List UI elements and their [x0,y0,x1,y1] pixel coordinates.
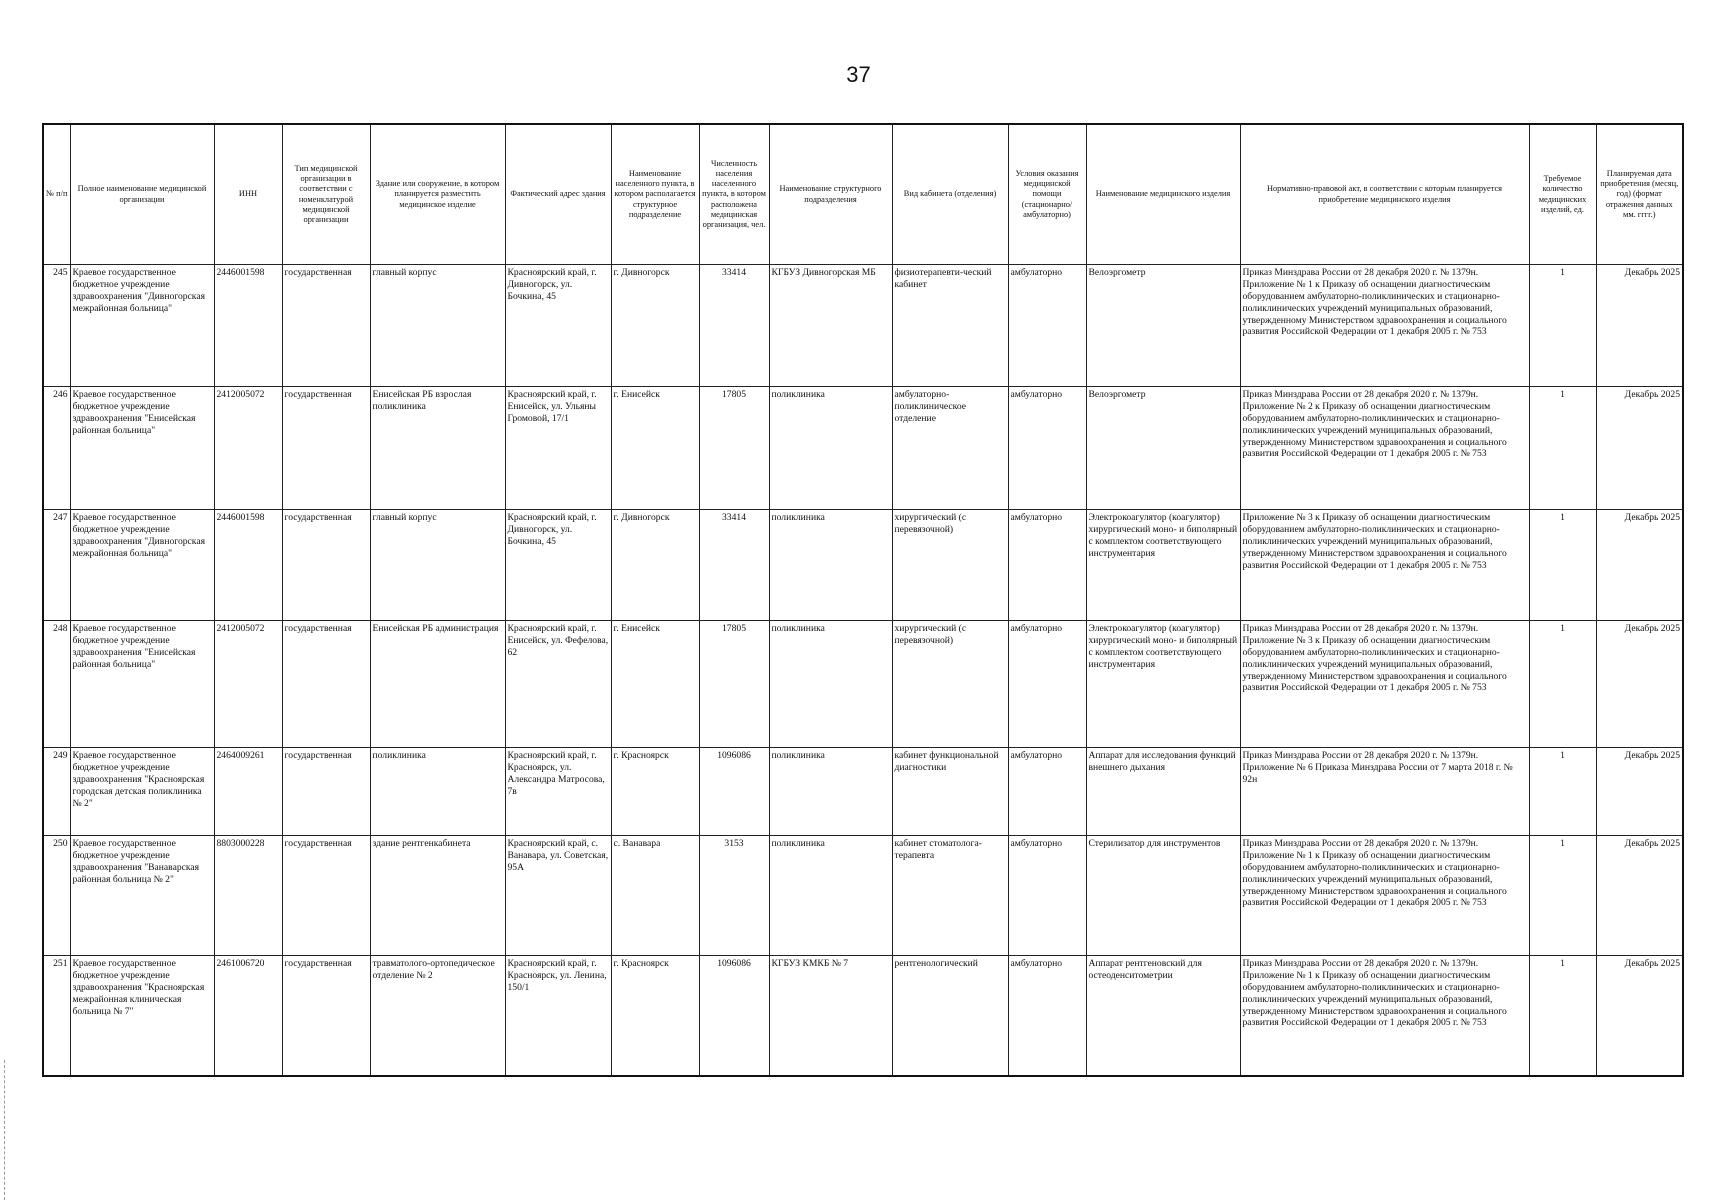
cell-device: Электрокоагулятор (коагулятор) хирургический моно- и биполярный с комплектом соответствующего инструментария [1086,510,1240,621]
table-row [43,748,1683,836]
cell-count: 1 [1529,510,1596,621]
cell-address: Красноярский край, г. Енисейск, ул. Ульяны Громовой, 17/1 [505,387,611,510]
cell-type: государственная [282,956,370,1077]
cell-conditions: амбулаторно [1008,621,1086,748]
cell-num: 245 [43,265,70,387]
cell-locality: г. Красноярск [611,748,699,836]
cell-population: 17805 [699,387,769,510]
cell-locality: с. Ванавара [611,836,699,956]
cell-conditions: амбулаторно [1008,387,1086,510]
cell-num: 248 [43,621,70,748]
cell-type: государственная [282,836,370,956]
header-org: Полное наименование медицинской организации [70,124,214,265]
cell-population: 33414 [699,510,769,621]
cell-date: Декабрь 2025 [1596,836,1683,956]
cell-unit: поликлиника [769,621,892,748]
header-device: Наименование медицинского изделия [1086,124,1240,265]
cell-locality: г. Дивногорск [611,265,699,387]
cell-device: Велоэргометр [1086,387,1240,510]
cell-num: 250 [43,836,70,956]
cell-address: Красноярский край, г. Дивногорск, ул. Бочкина, 45 [505,510,611,621]
cell-type: государственная [282,265,370,387]
header-conditions: Условия оказания медицинской помощи (стационарно/ амбулаторно) [1008,124,1086,265]
cell-act: Приказ Минздрава России от 28 декабря 2020 г. № 1379н. Приложение № 1 к Приказу об оснащении диагностическим оборудованием амбулаторно-поликлинических и стационарно-поликлинических учреждений муниципальных образований, утвержденному Министерством здравоохранения и социального развития Российской Федерации от 1 декабря 2005 г. № 753 [1240,265,1529,387]
cell-count: 1 [1529,748,1596,836]
cell-inn: 2412005072 [214,621,282,748]
cell-unit: поликлиника [769,748,892,836]
cell-cabinet: кабинет стоматолога-терапевта [892,836,1008,956]
cell-cabinet: хирургический (с перевязочной) [892,621,1008,748]
header-date: Планируемая дата приобретения (месяц, год) (формат отражения данных мм. гггг.) [1596,124,1683,265]
cell-address: Красноярский край, г. Красноярск, ул. Александра Матросова, 7в [505,748,611,836]
scan-edge-mark [4,1060,6,1200]
cell-conditions: амбулаторно [1008,510,1086,621]
cell-locality: г. Енисейск [611,621,699,748]
cell-building: травматолого-ортопедическое отделение № 2 [370,956,505,1077]
table-row [43,265,1683,387]
cell-device: Аппарат для исследования функций внешнего дыхания [1086,748,1240,836]
cell-type: государственная [282,387,370,510]
cell-device: Аппарат рентгеновский для остеоденситометрии [1086,956,1240,1077]
cell-inn: 2461006720 [214,956,282,1077]
cell-type: государственная [282,621,370,748]
page-number: 37 [846,62,871,87]
cell-address: Красноярский край, г. Дивногорск, ул. Бочкина, 45 [505,265,611,387]
table-row [43,956,1683,1077]
cell-inn: 2446001598 [214,265,282,387]
cell-device: Велоэргометр [1086,265,1240,387]
cell-count: 1 [1529,836,1596,956]
cell-cabinet: физиотерапевти-ческий кабинет [892,265,1008,387]
cell-inn: 2412005072 [214,387,282,510]
cell-cabinet: рентгенологический [892,956,1008,1077]
header-num: № п/п [43,124,70,265]
cell-org: Краевое государственное бюджетное учреждение здравоохранения "Дивногорская межрайонная больница" [70,510,214,621]
cell-cabinet: амбулаторно-поликлиническое отделение [892,387,1008,510]
cell-building: здание рентгенкабинета [370,836,505,956]
cell-act: Приложение № 3 к Приказу об оснащении диагностическим оборудованием амбулаторно-поликлинических и стационарно-поликлинических учреждений муниципальных образований, утвержденному Министерством здравоохранения и социального развития Российской Федерации от 1 декабря 2005 г. № 753 [1240,510,1529,621]
cell-unit: КГБУЗ Дивногорская МБ [769,265,892,387]
cell-num: 251 [43,956,70,1077]
cell-org: Краевое государственное бюджетное учреждение здравоохранения "Енисейская районная больница" [70,387,214,510]
cell-population: 33414 [699,265,769,387]
cell-act: Приказ Минздрава России от 28 декабря 2020 г. № 1379н. Приложение № 1 к Приказу об оснащении диагностическим оборудованием амбулаторно-поликлинических и стационарно-поликлинических учреждений муниципальных образований, утвержденному Министерством здравоохранения и социального развития Российской Федерации от 1 декабря 2005 г. № 753 [1240,956,1529,1077]
header-cabinet: Вид кабинета (отделения) [892,124,1008,265]
cell-org: Краевое государственное бюджетное учреждение здравоохранения "Красноярская городская детская поликлиника № 2" [70,748,214,836]
cell-address: Красноярский край, с. Ванавара, ул. Советская, 95А [505,836,611,956]
cell-date: Декабрь 2025 [1596,510,1683,621]
cell-unit: поликлиника [769,387,892,510]
cell-address: Красноярский край, г. Красноярск, ул. Ленина, 150/1 [505,956,611,1077]
cell-num: 249 [43,748,70,836]
cell-date: Декабрь 2025 [1596,621,1683,748]
cell-org: Краевое государственное бюджетное учреждение здравоохранения "Енисейская районная больница" [70,621,214,748]
cell-device: Электрокоагулятор (коагулятор) хирургический моно- и биполярный с комплектом соответствующего инструментария [1086,621,1240,748]
cell-cabinet: хирургический (с перевязочной) [892,510,1008,621]
header-count: Требуемое количество медицинских изделий, ед. [1529,124,1596,265]
cell-population: 17805 [699,621,769,748]
cell-act: Приказ Минздрава России от 28 декабря 2020 г. № 1379н. Приложение № 6 Приказа Минздрава России от 7 марта 2018 г. № 92н [1240,748,1529,836]
cell-locality: г. Енисейск [611,387,699,510]
header-inn: ИНН [214,124,282,265]
cell-device: Стерилизатор для инструментов [1086,836,1240,956]
cell-type: государственная [282,748,370,836]
table-row [43,387,1683,510]
header-locality: Наименование населенного пункта, в котором располагается структурное подразделение [611,124,699,265]
cell-conditions: амбулаторно [1008,956,1086,1077]
cell-cabinet: кабинет функциональной диагностики [892,748,1008,836]
header-unit: Наименование структурного подразделения [769,124,892,265]
cell-count: 1 [1529,265,1596,387]
cell-count: 1 [1529,956,1596,1077]
cell-org: Краевое государственное бюджетное учреждение здравоохранения "Дивногорская межрайонная больница" [70,265,214,387]
cell-inn: 2446001598 [214,510,282,621]
cell-population: 1096086 [699,748,769,836]
cell-building: главный корпус [370,510,505,621]
cell-unit: КГБУЗ КМКБ № 7 [769,956,892,1077]
cell-address: Красноярский край, г. Енисейск, ул. Фефелова, 62 [505,621,611,748]
cell-unit: поликлиника [769,836,892,956]
table-header [43,124,1683,265]
cell-locality: г. Красноярск [611,956,699,1077]
cell-population: 3153 [699,836,769,956]
cell-building: Енисейская РБ взрослая поликлиника [370,387,505,510]
cell-num: 247 [43,510,70,621]
table-row [43,510,1683,621]
cell-locality: г. Дивногорск [611,510,699,621]
cell-building: Енисейская РБ администрация [370,621,505,748]
cell-act: Приказ Минздрава России от 28 декабря 2020 г. № 1379н. Приложение № 3 к Приказу об оснащении диагностическим оборудованием амбулаторно-поликлинических и стационарно-поликлинических учреждений муниципальных образований, утвержденному Министерством здравоохранения и социального развития Российской Федерации от 1 декабря 2005 г. № 753 [1240,621,1529,748]
cell-num: 246 [43,387,70,510]
cell-act: Приказ Минздрава России от 28 декабря 2020 г. № 1379н. Приложение № 1 к Приказу об оснащении диагностическим оборудованием амбулаторно-поликлинических и стационарно-поликлинических учреждений муниципальных образований, утвержденному Министерством здравоохранения и социального развития Российской Федерации от 1 декабря 2005 г. № 753 [1240,836,1529,956]
cell-org: Краевое государственное бюджетное учреждение здравоохранения "Красноярская межрайонная клиническая больница № 7" [70,956,214,1077]
table-row [43,621,1683,748]
cell-conditions: амбулаторно [1008,748,1086,836]
cell-date: Декабрь 2025 [1596,387,1683,510]
cell-building: поликлиника [370,748,505,836]
cell-building: главный корпус [370,265,505,387]
header-type: Тип медицинской организации в соответствии с номенклатурой медицинской организации [282,124,370,265]
cell-population: 1096086 [699,956,769,1077]
equipment-table [42,123,1684,1077]
cell-conditions: амбулаторно [1008,836,1086,956]
header-building: Здание или сооружение, в котором планируется разместить медицинское изделие [370,124,505,265]
cell-inn: 2464009261 [214,748,282,836]
table-row [43,836,1683,956]
header-act: Нормативно-правовой акт, в соответствии с которым планируется приобретение медицинского изделия [1240,124,1529,265]
cell-unit: поликлиника [769,510,892,621]
cell-conditions: амбулаторно [1008,265,1086,387]
cell-count: 1 [1529,387,1596,510]
cell-inn: 8803000228 [214,836,282,956]
cell-date: Декабрь 2025 [1596,748,1683,836]
cell-date: Декабрь 2025 [1596,265,1683,387]
cell-type: государственная [282,510,370,621]
header-population: Численность населения населенного пункта, в котором расположена медицинская организация, чел. [699,124,769,265]
header-address: Фактический адрес здания [505,124,611,265]
cell-count: 1 [1529,621,1596,748]
cell-act: Приказ Минздрава России от 28 декабря 2020 г. № 1379н. Приложение № 2 к Приказу об оснащении диагностическим оборудованием амбулаторно-поликлинических и стационарно-поликлинических учреждений муниципальных образований, утвержденному Министерством здравоохранения и социального развития Российской Федерации от 1 декабря 2005 г. № 753 [1240,387,1529,510]
cell-date: Декабрь 2025 [1596,956,1683,1077]
cell-org: Краевое государственное бюджетное учреждение здравоохранения "Ванаварская районная больница № 2" [70,836,214,956]
